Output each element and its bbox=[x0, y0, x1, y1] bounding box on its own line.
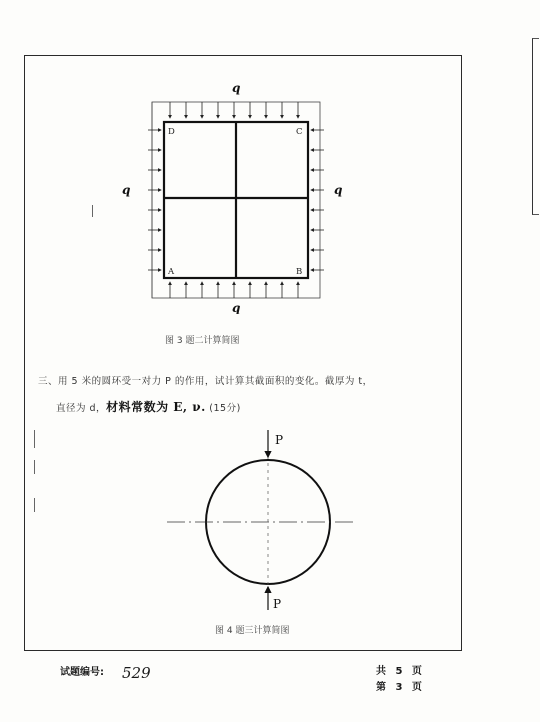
figure3-caption: 图 3 题二计算简图 bbox=[165, 336, 240, 346]
figure4-caption: 图 4 题三计算简图 bbox=[215, 626, 290, 636]
current-page: 第 3 页 bbox=[376, 682, 425, 693]
margin-mark bbox=[34, 430, 35, 448]
total-pages: 共 5 页 bbox=[376, 666, 425, 677]
plate-load-diagram bbox=[110, 78, 350, 314]
question-line-2-handwritten: 材料常数为 E, ν. bbox=[106, 400, 206, 414]
corner-label-c: C bbox=[296, 127, 303, 137]
question-score: (15分) bbox=[209, 403, 241, 414]
force-label-top: P bbox=[275, 433, 284, 447]
question-line-1: 三、用 5 米的圆环受一对力 P 的作用，试计算其截面积的变化。截厚为 t， bbox=[38, 376, 373, 387]
ring-load-diagram bbox=[165, 428, 365, 618]
corner-label-d: D bbox=[168, 127, 175, 137]
force-label-bottom: P bbox=[273, 597, 282, 611]
binding-edge-mark bbox=[532, 38, 539, 215]
exam-code-value: 529 bbox=[122, 664, 151, 682]
load-label-bottom: q bbox=[232, 301, 241, 314]
corner-label-b: B bbox=[296, 267, 303, 277]
margin-mark bbox=[34, 460, 35, 474]
load-label-top: q bbox=[232, 81, 241, 95]
margin-mark bbox=[34, 498, 35, 512]
corner-label-a: A bbox=[168, 267, 175, 277]
load-label-right: q bbox=[334, 183, 343, 197]
load-label-left: q bbox=[122, 183, 131, 197]
margin-mark bbox=[92, 205, 93, 217]
question-line-2-prefix: 直径为 d， bbox=[56, 403, 107, 414]
exam-code-label: 试题编号: bbox=[60, 667, 104, 678]
question-line-2 bbox=[56, 398, 241, 415]
